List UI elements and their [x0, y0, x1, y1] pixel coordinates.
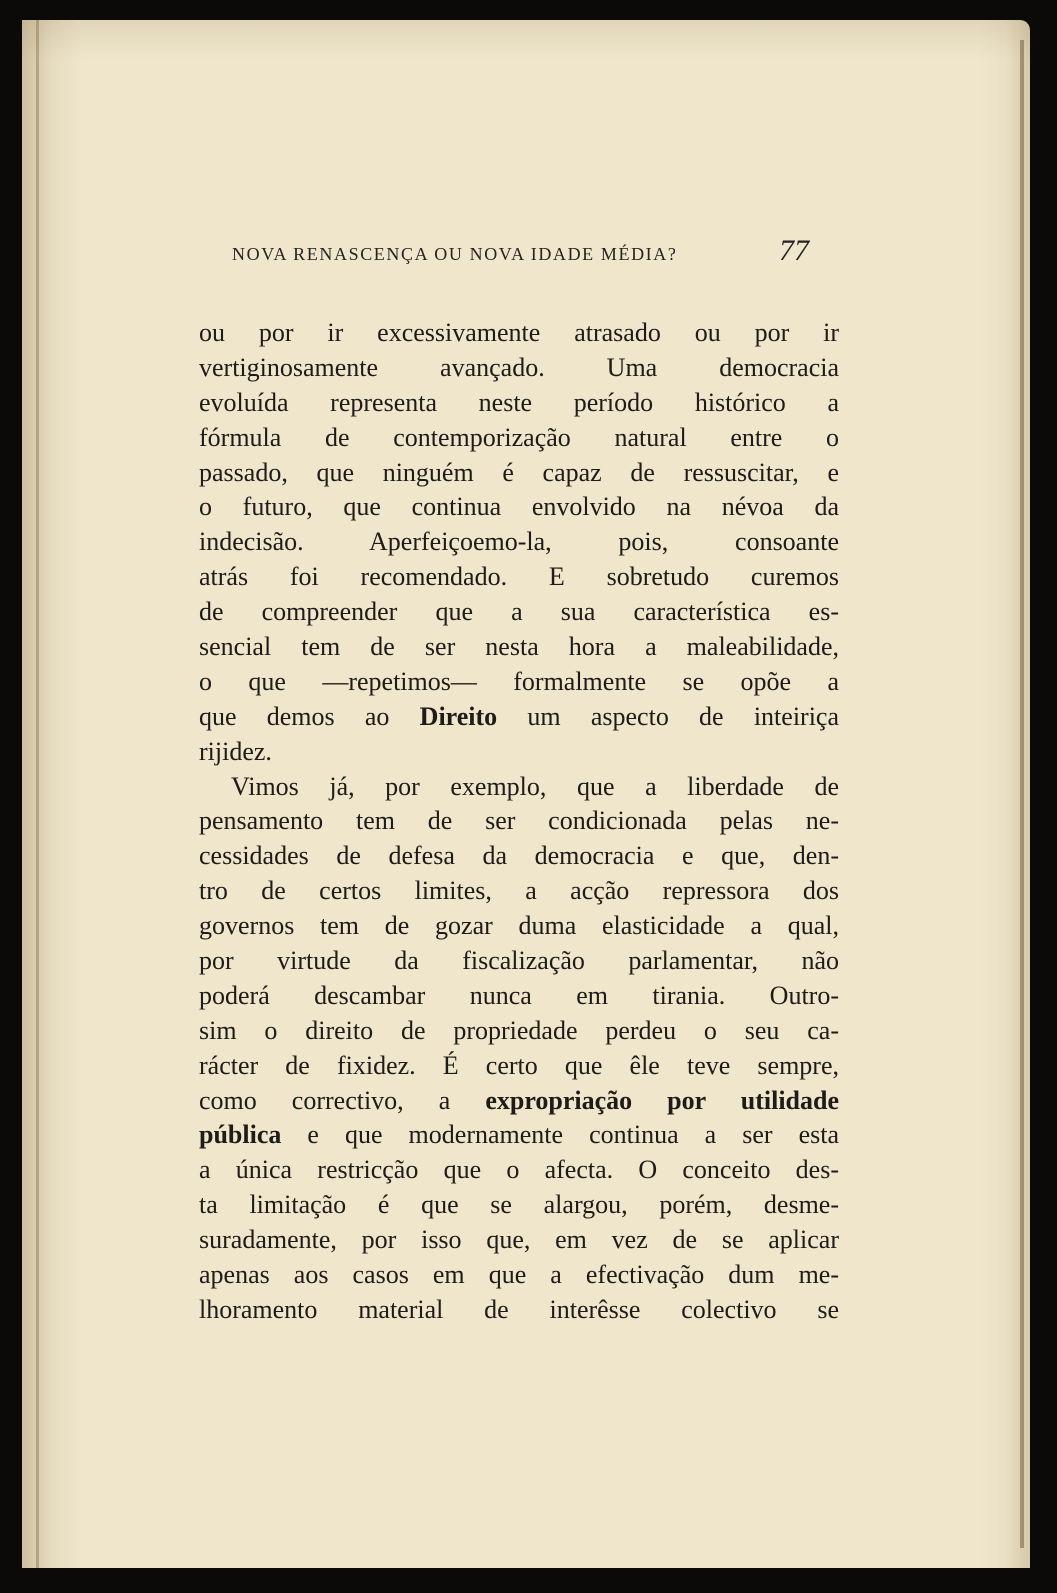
- text-line: passado, que ninguém é capaz de ressuscitar, e: [199, 457, 839, 487]
- body-text: [199, 316, 839, 1328]
- text-line: cessidades de defesa da democracia e que, den-: [199, 841, 839, 871]
- text-line: atrás foi recomendado. E sobretudo curemos: [199, 562, 839, 592]
- text-line: vertiginosamente avançado. Uma democracia: [199, 352, 839, 382]
- bold-term-publica: pública: [199, 1120, 282, 1150]
- text-line: sencial tem de ser nesta hora a maleabilidade,: [199, 632, 839, 662]
- book-page: [22, 20, 1030, 1568]
- text-line: ou por ir excessivamente atrasado ou por ir: [199, 318, 839, 347]
- text-line: rácter de fixidez. É certo que êle teve sempre,: [199, 1050, 839, 1080]
- page-number: 77: [779, 234, 809, 267]
- text-line: de compreender que a sua característica es-: [199, 597, 839, 627]
- text-line: suradamente, por isso que, em vez de se aplicar: [199, 1225, 839, 1255]
- text-line: a única restricção que o afecta. O conceito des-: [199, 1155, 839, 1185]
- text-segment: como correctivo, a: [199, 1085, 486, 1115]
- text-line: governos tem de gozar duma elasticidade a qual,: [199, 911, 839, 941]
- bold-term-expropriacao: expropriação por utilidade: [485, 1085, 840, 1115]
- text-line: evoluída representa neste período histórico a: [199, 387, 839, 417]
- text-line: [199, 1084, 839, 1119]
- page-edge: [1020, 40, 1024, 1548]
- bold-term-direito: Direito: [419, 701, 498, 731]
- text-line: o que —repetimos— formalmente se opõe a: [199, 666, 839, 696]
- text-segment: um aspecto de inteiriça: [497, 701, 839, 731]
- text-segment: e que modernamente continua a ser esta: [281, 1120, 839, 1150]
- running-head: [232, 230, 842, 270]
- text-line: tro de certos limites, a acção repressora dos: [199, 876, 839, 906]
- text-segment: que demos ao: [199, 701, 420, 731]
- text-line: pensamento tem de ser condicionada pelas ne-: [199, 806, 839, 836]
- text-line: sim o direito de propriedade perdeu o seu ca-: [199, 1015, 839, 1045]
- text-line: ta limitação é que se alargou, porém, desme-: [199, 1190, 839, 1220]
- text-line: indecisão. Aperfeiçoemo-la, pois, consoante: [199, 527, 839, 557]
- text-line: poderá descambar nunca em tirania. Outro-: [199, 980, 839, 1010]
- text-line: o futuro, que continua envolvido na névoa da: [199, 492, 839, 522]
- paragraph-start-line: Vimos já, por exemplo, que a liberdade de: [231, 771, 839, 801]
- paragraph-end-line: rijidez.: [199, 736, 272, 766]
- running-head-title: NOVA RENASCENÇA OU NOVA IDADE MÉDIA?: [232, 244, 678, 264]
- text-line: lhoramento material de interêsse colectivo se: [199, 1294, 839, 1324]
- text-line: fórmula de contemporização natural entre o: [199, 422, 839, 452]
- text-line: [199, 1118, 839, 1153]
- text-line: [199, 700, 839, 735]
- text-line: por virtude da fiscalização parlamentar, não: [199, 946, 839, 976]
- text-line: apenas aos casos em que a efectivação dum me-: [199, 1260, 839, 1290]
- page-gutter-shadow: [36, 20, 39, 1568]
